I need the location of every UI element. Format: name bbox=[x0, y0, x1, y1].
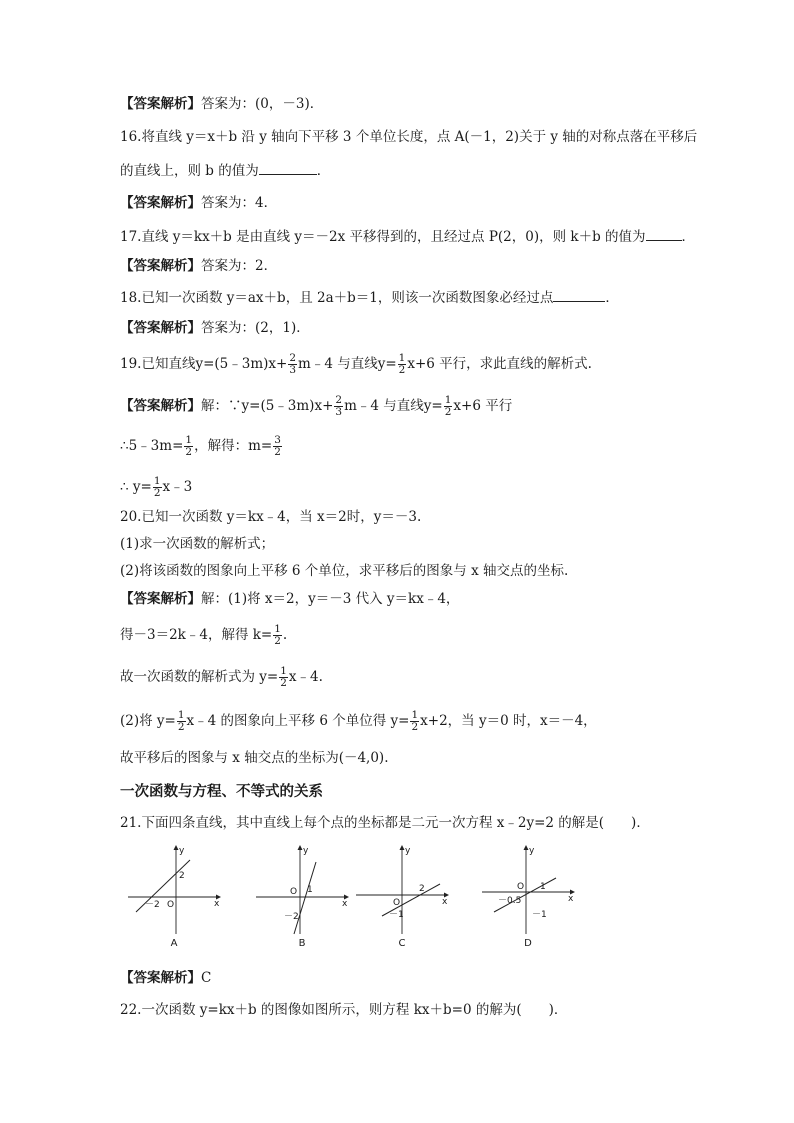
fraction: $\frac{1}{2}$ bbox=[177, 709, 185, 733]
answer-19-step-2: ∴5﹣3m= $\frac{1}{2}$ ，解得：m= $\frac{3}{2}$ bbox=[120, 434, 281, 458]
graph-b-svg bbox=[252, 842, 352, 937]
answer-line-16: 【答案解析】答案为：4． bbox=[120, 195, 278, 211]
graph-option-a bbox=[124, 842, 224, 952]
question-22: 22.一次函数 y=kx＋b 的图像如图所示，则方程 kx＋b=0 的解为( )． bbox=[120, 1002, 568, 1018]
axis-x-label: x bbox=[568, 894, 574, 904]
question-19: 19.已知直线y=(5﹣3m)x+ $\frac{2}{3}$ m﹣4 与直线y= $\frac{1}{2}$ x+6 平行，求此直线的解析式. bbox=[120, 352, 592, 376]
axis-y-label: y bbox=[405, 846, 411, 856]
fraction: $\frac{1}{2}$ bbox=[153, 475, 161, 499]
graph-option-d bbox=[478, 842, 578, 952]
answer-19-step-3: ∴ y= $\frac{1}{2}$ x﹣3 bbox=[120, 475, 193, 499]
fraction: $\frac{1}{2}$ bbox=[411, 709, 419, 733]
y-axis-arrow bbox=[400, 845, 405, 850]
origin-label: O bbox=[290, 887, 298, 897]
graph-option-b bbox=[252, 842, 352, 952]
question-17: 17.直线 y＝kx＋b 是由直线 y＝－2x 平移得到的，且经过点 P(2，0)，则 k＋b 的值为 ． bbox=[120, 226, 695, 247]
y-axis-arrow bbox=[174, 845, 179, 850]
axis-y-label: y bbox=[179, 846, 185, 856]
question-16-line-1: 16.将直线 y＝x＋b 沿 y 轴向下平移 3 个单位长度，点 A(－1，2)关于 y 轴的对称点落在平移后 bbox=[120, 129, 698, 145]
fraction: $\frac{2}{3}$ bbox=[335, 394, 343, 418]
answer-blank bbox=[553, 287, 605, 302]
graph-a-svg bbox=[124, 842, 224, 937]
graph-label: B bbox=[298, 938, 306, 949]
fraction: $\frac{3}{2}$ bbox=[274, 434, 281, 458]
answer-blank bbox=[259, 160, 317, 175]
y-axis-arrow bbox=[524, 845, 529, 850]
fraction: $\frac{1}{2}$ bbox=[185, 434, 193, 458]
graph-label: D bbox=[524, 938, 532, 949]
question-21: 21.下面四条直线，其中直线上每个点的坐标都是二元一次方程 x﹣2y=2 的解是( )． bbox=[120, 815, 650, 831]
fraction: $\frac{1}{2}$ bbox=[444, 394, 452, 418]
tick-label: 1 bbox=[307, 885, 313, 895]
question-20: 20.已知一次函数 y＝kx﹣4，当 x＝2时，y＝－3. bbox=[120, 509, 422, 525]
tick-label: 1 bbox=[540, 882, 546, 892]
fraction: $\frac{2}{3}$ bbox=[289, 352, 297, 376]
answer-line-21: 【答案解析】C bbox=[120, 970, 212, 986]
y-axis-arrow bbox=[298, 845, 303, 850]
question-20-part-2: (2)将该函数的图象向上平移 6 个单位，求平移后的图象与 x 轴交点的坐标. bbox=[120, 563, 569, 579]
graph-d-svg bbox=[478, 842, 578, 937]
axis-x-label: x bbox=[214, 899, 220, 909]
question-20-part-1: (1)求一次函数的解析式； bbox=[120, 536, 275, 552]
origin-label: O bbox=[393, 898, 401, 908]
fraction: $\frac{1}{2}$ bbox=[274, 623, 281, 647]
tick-label: －1 bbox=[532, 910, 547, 920]
tick-label: －2 bbox=[145, 900, 160, 910]
graph-c-svg bbox=[352, 842, 452, 937]
answer-line-17: 【答案解析】答案为：2． bbox=[120, 258, 278, 274]
axis-y-label: y bbox=[529, 846, 535, 856]
fraction: $\frac{1}{2}$ bbox=[280, 665, 287, 689]
axis-y-label: y bbox=[303, 846, 309, 856]
fraction: $\frac{1}{2}$ bbox=[398, 352, 406, 376]
graph-label: C bbox=[398, 938, 406, 949]
answer-line-19: 【答案解析】解：∵y=(5﹣3m)x+ $\frac{2}{3}$ m﹣4 与直线y= $\frac{1}{2}$ x+6 平行 bbox=[120, 394, 513, 418]
origin-label: O bbox=[167, 900, 175, 910]
section-heading: 一次函数与方程、不等式的关系 bbox=[120, 783, 323, 800]
tick-label: 2 bbox=[419, 884, 425, 894]
graph-option-c bbox=[352, 842, 452, 952]
origin-label: O bbox=[517, 882, 525, 892]
answer-20-step-3: 故一次函数的解析式为 y= $\frac{1}{2}$ x﹣4. bbox=[120, 665, 323, 689]
axis-x-label: x bbox=[442, 897, 448, 907]
answer-20-step-5: 故平移后的图象与 x 轴交点的坐标为(－4,0). bbox=[120, 750, 389, 766]
graph-label: A bbox=[170, 938, 178, 949]
graph-line bbox=[494, 878, 556, 912]
answer-20-step-4: (2)将 y= $\frac{1}{2}$ x﹣4 的图象向上平移 6 个单位得 y= $\frac{1}{2}$ x+2，当 y＝0 时，x＝－4， bbox=[120, 709, 597, 733]
tick-label: －1 bbox=[389, 910, 404, 920]
answer-line-15: 【答案解析】答案为：(0，－3)． bbox=[120, 96, 324, 112]
tick-label: －0.5 bbox=[498, 896, 522, 906]
tick-label: 2 bbox=[179, 871, 185, 881]
answer-blank bbox=[646, 226, 682, 241]
graph-line bbox=[294, 862, 316, 934]
answer-line-20: 【答案解析】解：(1)将 x＝2，y＝－3 代入 y＝kx﹣4， bbox=[120, 591, 460, 607]
question-16-line-2: 的直线上，则 b 的值为 ． bbox=[120, 160, 330, 181]
axis-x-label: x bbox=[342, 899, 348, 909]
answer-line-18: 【答案解析】答案为：(2，1)． bbox=[120, 320, 310, 336]
question-18: 18.已知一次函数 y＝ax＋b，且 2a＋b＝1，则该一次函数图象必经过点 ． bbox=[120, 287, 619, 308]
answer-20-step-2: 得－3＝2k﹣4，解得 k= $\frac{1}{2}$ . bbox=[120, 623, 288, 647]
answer-tag: 【答案解析】 bbox=[120, 96, 201, 112]
tick-label: －2 bbox=[284, 912, 299, 922]
